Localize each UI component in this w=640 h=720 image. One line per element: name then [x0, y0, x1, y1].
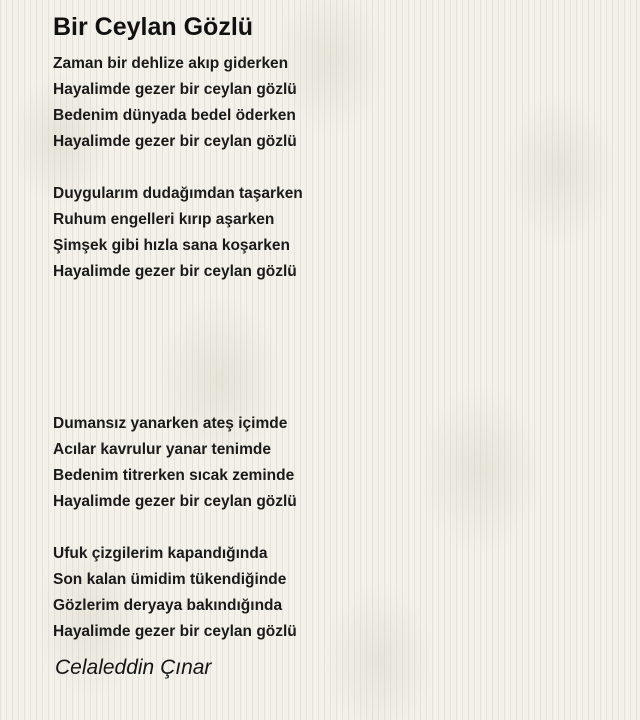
- stanza-4: [53, 541, 613, 645]
- stanza-2: [53, 181, 613, 285]
- poem-line: Ruhum engelleri kırıp aşarken: [53, 211, 275, 228]
- poem-line: Hayalimde gezer bir ceylan gözlü: [53, 493, 297, 510]
- poem-line: Şimşek gibi hızla sana koşarken: [53, 237, 290, 254]
- poem-line: Duygularım dudağımdan taşarken: [53, 185, 303, 202]
- poem-line: Bedenim titrerken sıcak zeminde: [53, 467, 295, 484]
- poem-line: Gözlerim deryaya bakındığında: [53, 597, 283, 614]
- poem-line: Bedenim dünyada bedel öderken: [53, 107, 296, 124]
- stanza-3: [53, 411, 613, 515]
- stanza-1: [53, 51, 613, 155]
- poem-title: Bir Ceylan Gözlü: [53, 13, 254, 41]
- poem-line: Hayalimde gezer bir ceylan gözlü: [53, 623, 297, 640]
- poem-container: [53, 12, 613, 681]
- poem-line: Ufuk çizgilerim kapandığında: [53, 545, 268, 562]
- poem-line: Zaman bir dehlize akıp giderken: [53, 55, 289, 72]
- poem-line: Acılar kavrulur yanar tenimde: [53, 441, 271, 458]
- poem-line: Hayalimde gezer bir ceylan gözlü: [53, 133, 297, 150]
- poem-line: Hayalimde gezer bir ceylan gözlü: [53, 263, 297, 280]
- poem-line: Hayalimde gezer bir ceylan gözlü: [53, 81, 297, 98]
- poem-author: Celaleddin Çınar: [55, 656, 212, 679]
- poem-line: Dumansız yanarken ateş içimde: [53, 415, 288, 432]
- poem-line: Son kalan ümidim tükendiğinde: [53, 571, 287, 588]
